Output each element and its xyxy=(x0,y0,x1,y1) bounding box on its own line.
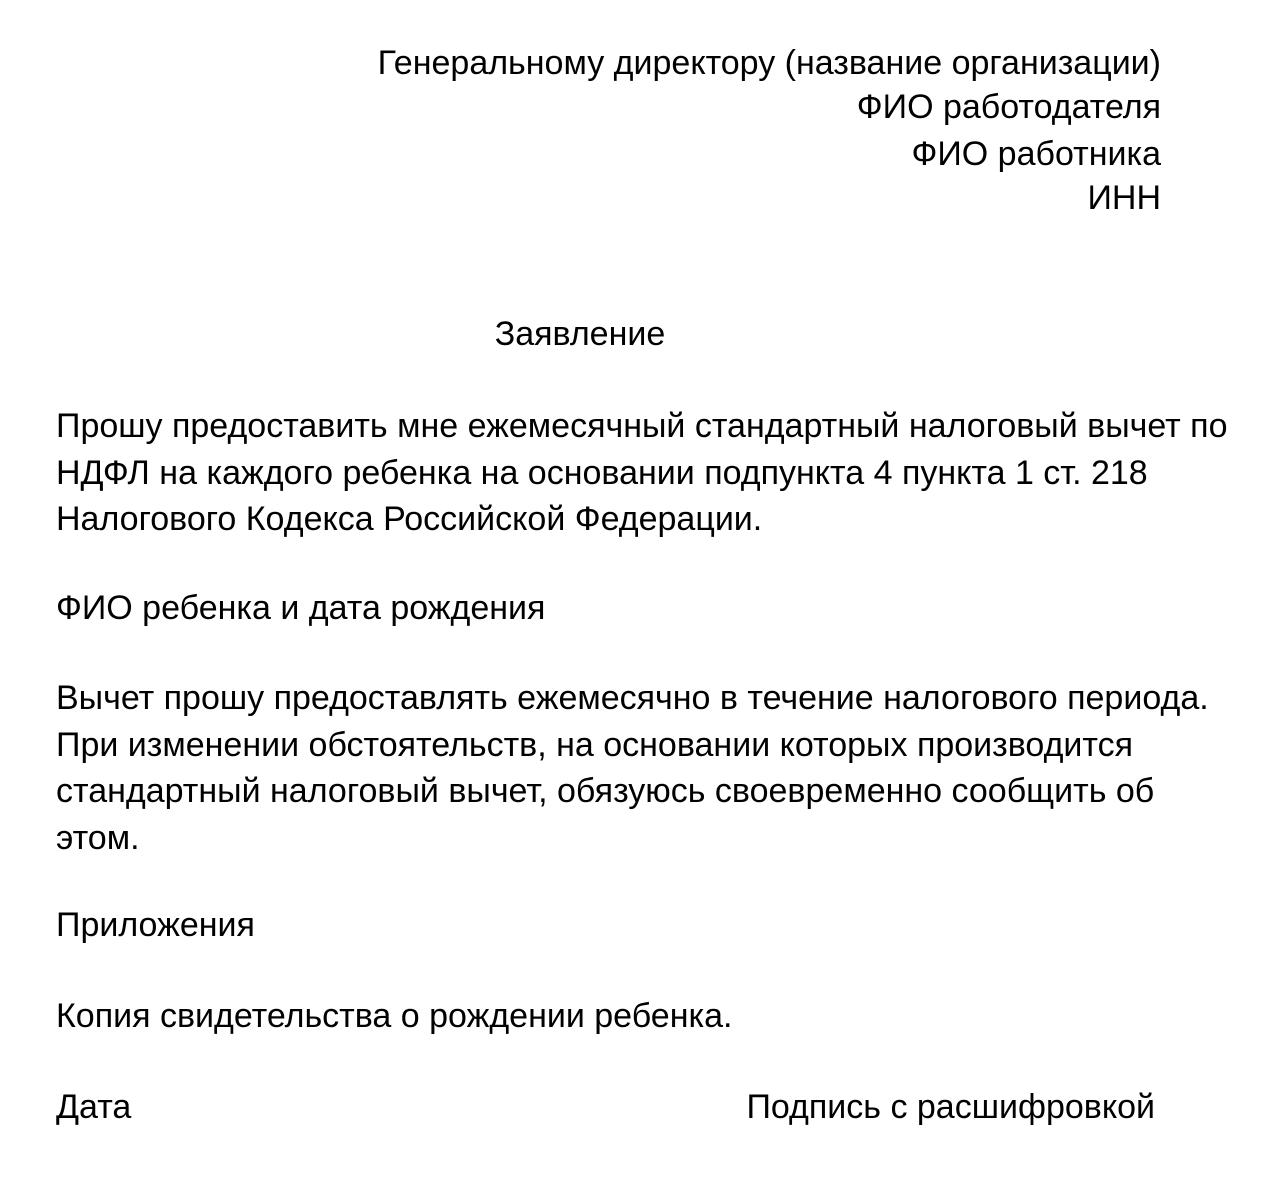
deduction-line: Вычет прошу предоставлять ежемесячно в течение налогового периода. xyxy=(56,679,1209,717)
deduction-line: стандартный налоговый вычет, обязуюсь своевременно сообщить об xyxy=(56,772,1155,810)
addressee-line-director: Генеральному директору (название организации) xyxy=(377,44,1161,82)
attachments-heading: Приложения xyxy=(56,906,255,944)
document-title: Заявление xyxy=(494,315,666,353)
deduction-line: этом. xyxy=(56,818,140,857)
addressee-line-employee-name: ФИО работника xyxy=(911,135,1161,173)
attachment-item: Копия свидетельства о рождении ребенка. xyxy=(56,997,733,1035)
request-line: Прошу предоставить мне ежемесячный стандартный налоговый вычет по xyxy=(56,407,1228,445)
signature-label: Подпись с расшифровкой xyxy=(746,1088,1155,1126)
deduction-line: При изменении обстоятельств, на основании которых производится xyxy=(56,725,1134,764)
addressee-line-employer-name: ФИО работодателя xyxy=(856,88,1161,126)
child-info-paragraph: ФИО ребенка и дата рождения xyxy=(56,589,546,627)
addressee-line-inn: ИНН xyxy=(1087,179,1161,217)
request-line: Налогового Кодекса Российской Федерации. xyxy=(56,500,763,538)
request-line: НДФЛ на каждого ребенка на основании подпункта 4 пункта 1 ст. 218 xyxy=(56,453,1148,492)
date-label: Дата xyxy=(56,1088,132,1126)
deduction-paragraph xyxy=(56,675,1256,861)
request-paragraph xyxy=(56,403,1256,543)
